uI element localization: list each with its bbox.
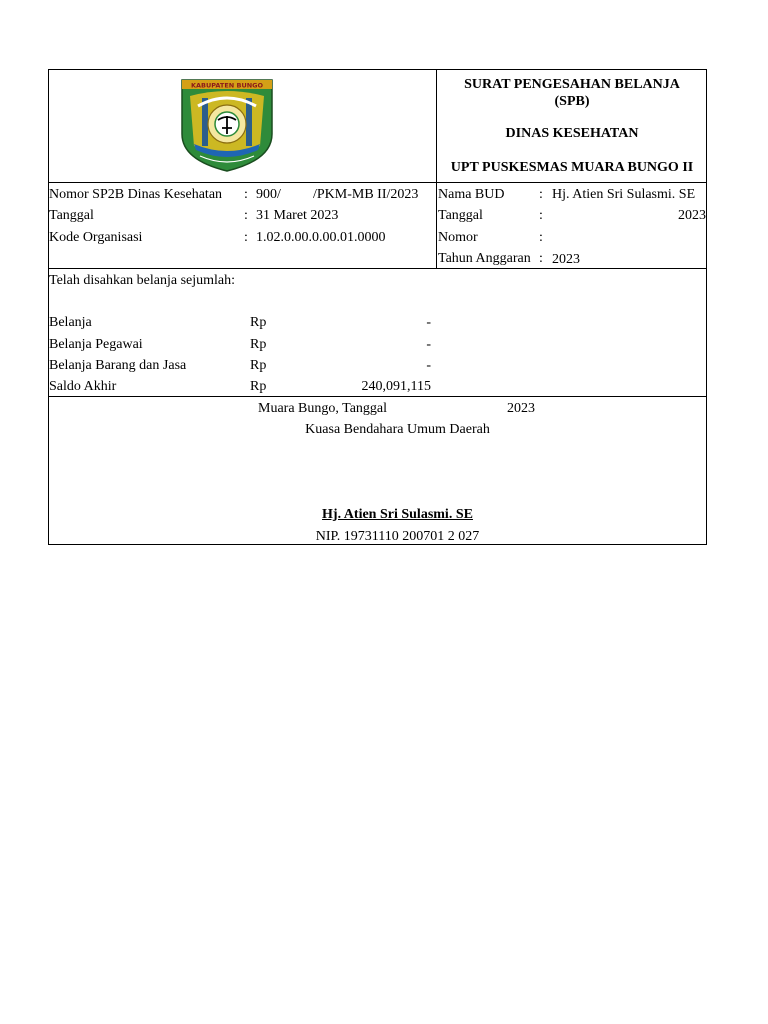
belanja-label: Belanja <box>49 315 92 330</box>
saldo-akhir-label: Saldo Akhir <box>49 379 117 394</box>
saldo-akhir-amount: 240,091,115 <box>361 379 431 394</box>
colon: : <box>539 230 543 245</box>
spb-document <box>48 69 707 545</box>
tanggal-value: 31 Maret 2023 <box>256 208 339 223</box>
divider-info <box>49 268 706 269</box>
colon: : <box>244 187 248 202</box>
signer-name: Hj. Atien Sri Sulasmi. SE <box>322 507 473 522</box>
kode-organisasi-value: 1.02.0.00.0.00.01.0000 <box>256 230 386 245</box>
colon: : <box>539 187 543 202</box>
colon: : <box>539 208 543 223</box>
place-date: Muara Bungo, Tanggal <box>258 401 388 416</box>
nama-bud-label: Nama BUD <box>438 187 505 202</box>
currency-label: Rp <box>250 315 267 330</box>
tahun-anggaran-label: Tahun Anggaran <box>438 251 531 266</box>
nomor-sp2b-label: Nomor SP2B Dinas Kesehatan <box>49 187 223 202</box>
tanggal-bud-label: Tanggal <box>438 208 483 223</box>
divider-body <box>49 396 706 397</box>
intro-text: Telah disahkan belanja sejumlah: <box>49 273 236 288</box>
signature-year: 2023 <box>507 401 535 416</box>
colon: : <box>244 208 248 223</box>
signer-role: Kuasa Bendahara Umum Daerah <box>305 422 490 437</box>
currency-label: Rp <box>250 358 267 373</box>
doc-title-abbrev: (SPB) <box>554 94 590 109</box>
belanja-barang-jasa-amount: - <box>426 358 431 373</box>
belanja-pegawai-label: Belanja Pegawai <box>49 337 143 352</box>
tanggal-label: Tanggal <box>49 208 94 223</box>
nama-bud-value: Hj. Atien Sri Sulasmi. SE <box>552 187 696 202</box>
doc-title: SURAT PENGESAHAN BELANJA <box>464 77 680 92</box>
logo-text: KABUPATEN BUNGO <box>190 81 264 90</box>
signer-nip: NIP. 19731110 200701 2 027 <box>315 529 480 544</box>
tahun-anggaran-value: 2023 <box>552 252 580 267</box>
nomor-sp2b-value-b: /PKM-MB II/2023 <box>313 187 419 202</box>
kabupaten-bungo-logo <box>180 76 274 172</box>
belanja-barang-jasa-label: Belanja Barang dan Jasa <box>49 358 187 373</box>
belanja-amount: - <box>426 315 431 330</box>
tanggal-bud-value: 2023 <box>678 208 706 223</box>
kode-organisasi-label: Kode Organisasi <box>49 230 143 245</box>
currency-label: Rp <box>250 379 267 394</box>
nomor-sp2b-value-a: 900/ <box>256 187 281 202</box>
currency-label: Rp <box>250 337 267 352</box>
belanja-pegawai-amount: - <box>426 337 431 352</box>
colon: : <box>539 251 543 266</box>
divider-header <box>49 182 706 183</box>
unit-name: UPT PUSKESMAS MUARA BUNGO II <box>450 160 694 175</box>
colon: : <box>244 230 248 245</box>
department-name: DINAS KESEHATAN <box>505 126 639 141</box>
nomor-label: Nomor <box>438 230 478 245</box>
